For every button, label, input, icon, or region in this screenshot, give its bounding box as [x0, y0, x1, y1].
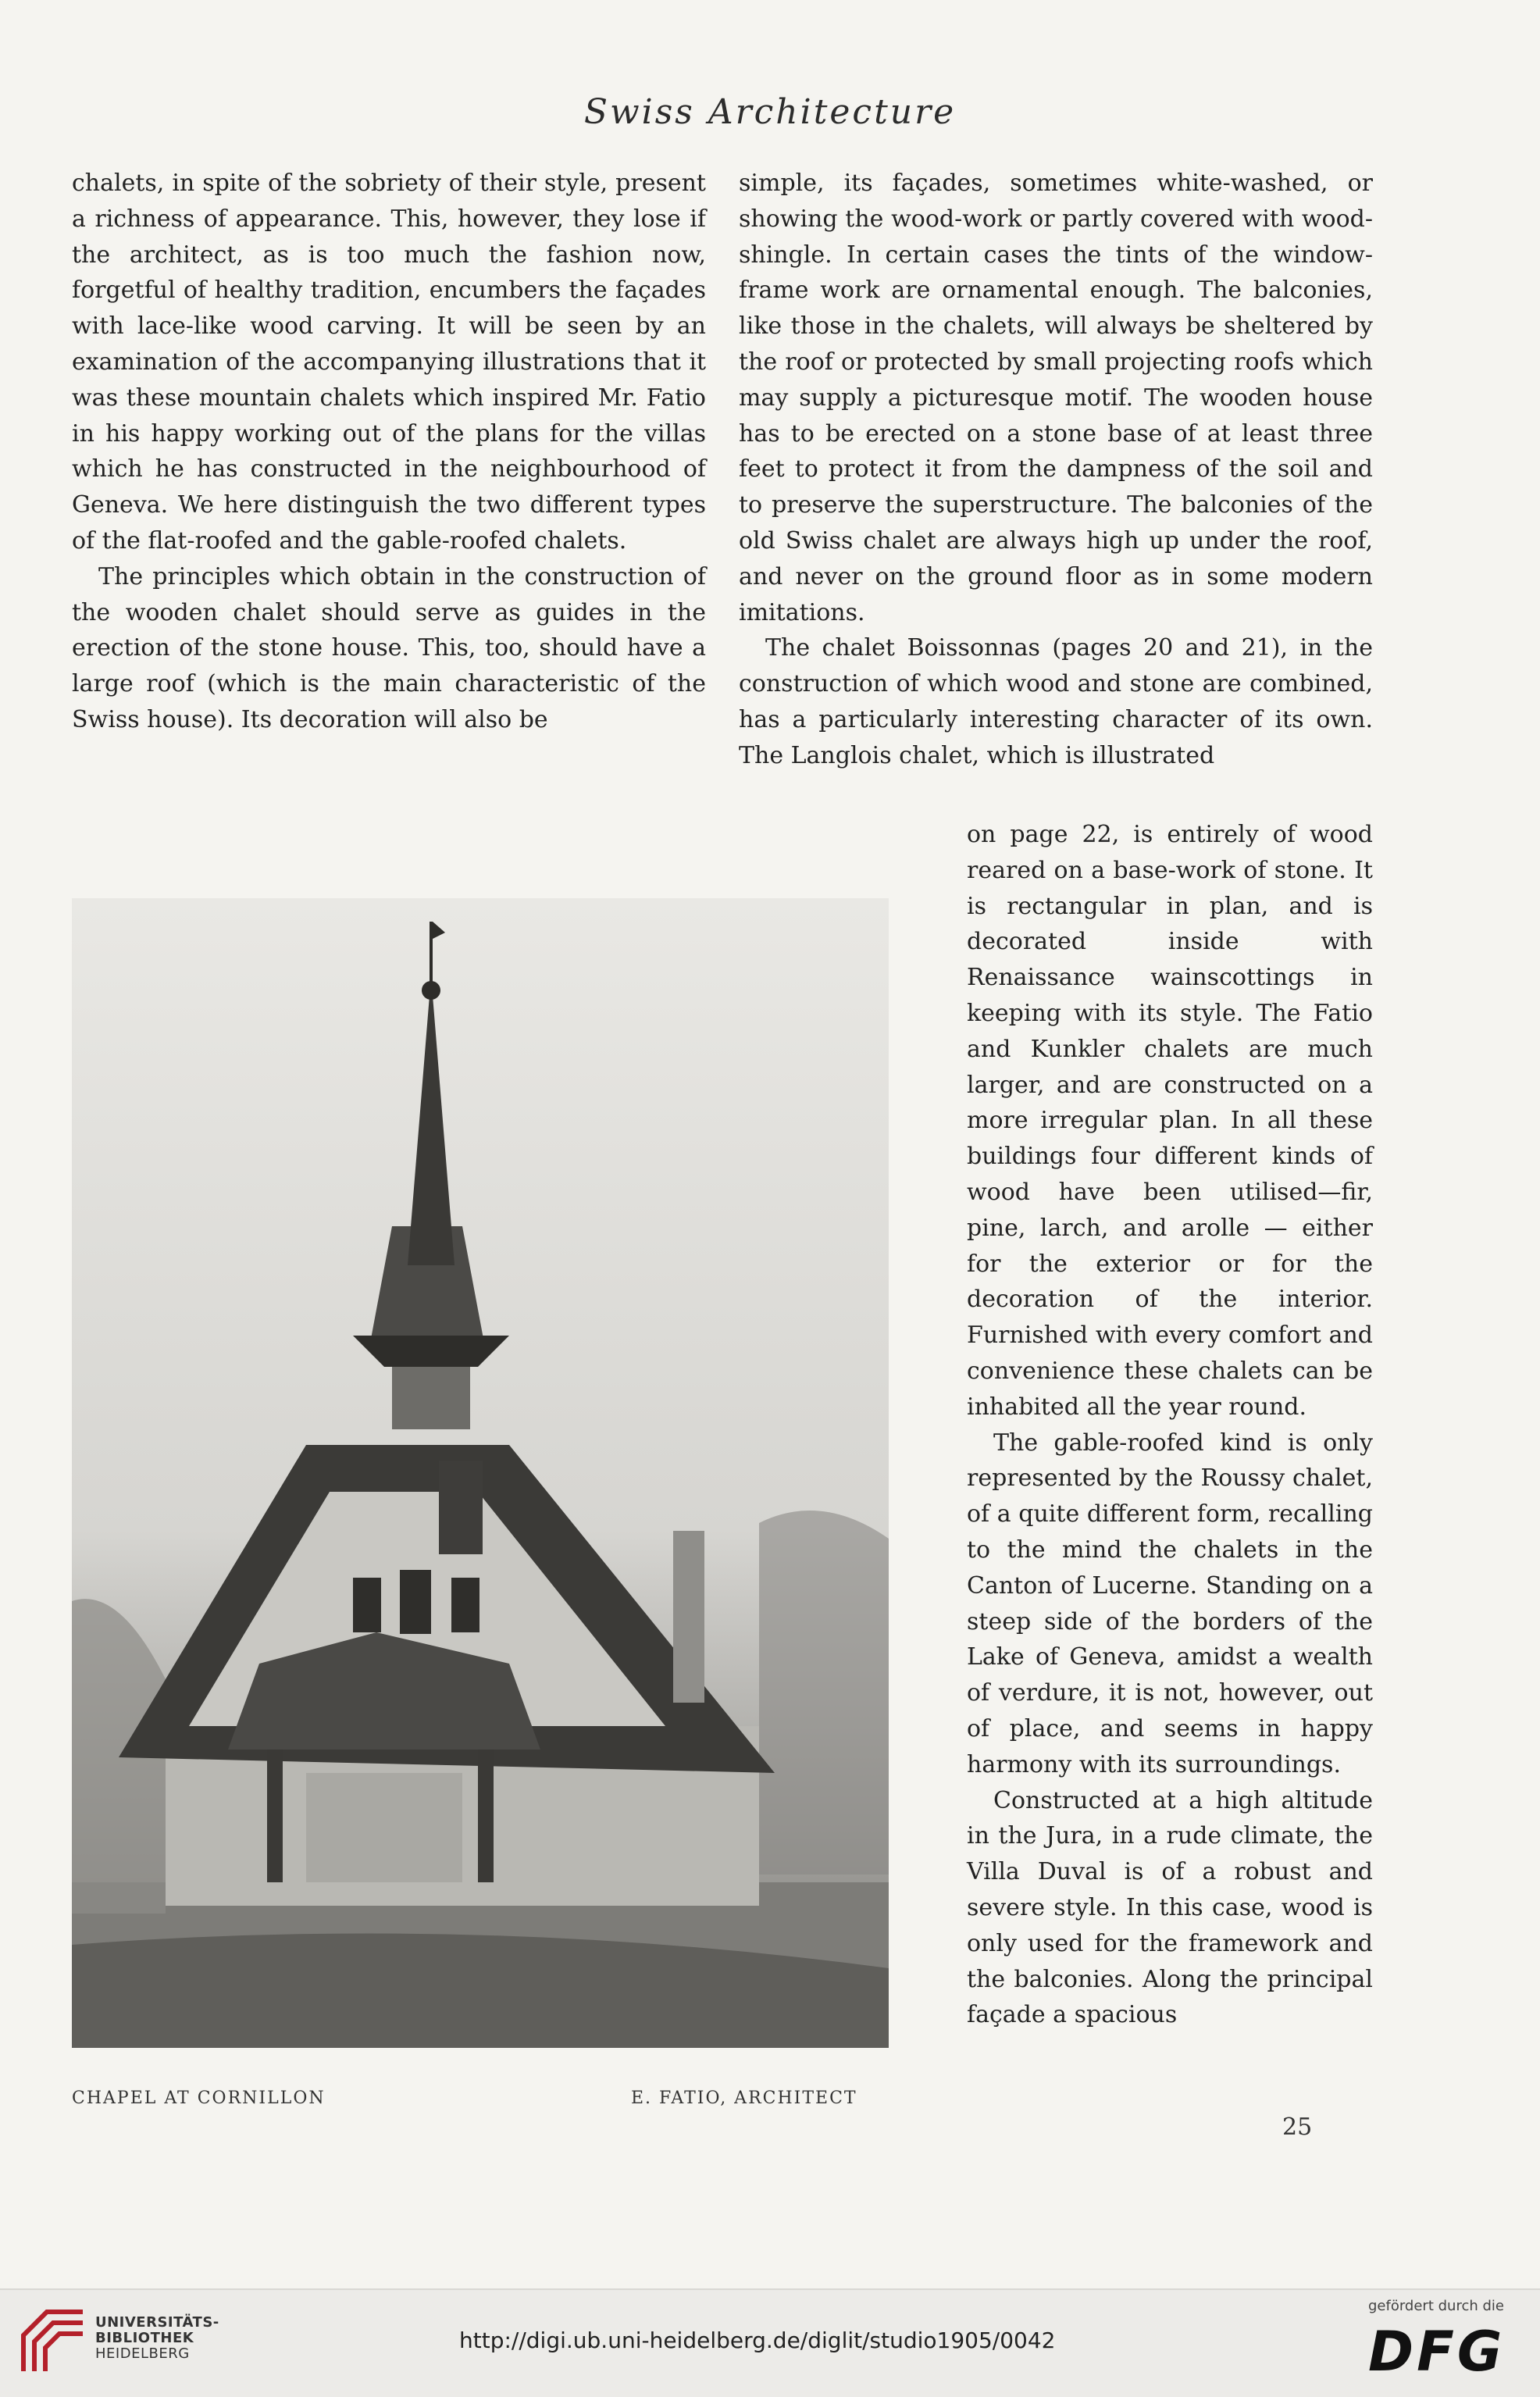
university-library-logo-icon [16, 2304, 91, 2379]
left-paragraph-1: chalets, in spite of the sobriety of their style, present a richness of appearance. This, however, they lose if the architect, as is too much the fashion now, forgetful of healthy tradition, encumbers the façades with lace-like wood carving. It will be seen by an examination of the accompanying illustrations that it was these mountain chalets which inspired Mr. Fatio in his happy working out of the plans for the villas which he has constructed in the neighbourhood of Geneva. We here distinguish the two different types of the flat-roofed and the gable-roofed chalets. [72, 169, 706, 555]
page-number: 25 [1282, 2113, 1313, 2141]
photo-caption-title: CHAPEL AT CORNILLON [72, 2088, 326, 2108]
institution-line-1: UNIVERSITÄTS- [95, 2314, 219, 2331]
left-column [72, 166, 706, 738]
chapel-photograph [72, 898, 889, 2048]
dfg-logo: DFG [1368, 2320, 1506, 2384]
chapel-illustration [72, 898, 889, 2048]
photo-caption-architect: E. FATIO, ARCHITECT [631, 2088, 857, 2108]
right-paragraph-1: simple, its façades, sometimes white-washed, or showing the wood-work or partly covered with wood-shingle. In certain cases the tints of the window-frame work are ornamental enough. The balconies, like those in the chalets, will always be sheltered by the roof or protected by small projecting roofs which may supply a picturesque motif. The wooden house has to be erected on a stone base of at least three feet to protect it from the dampness of the soil and to preserve the superstructure. The balconies of the old Swiss chalet are always high up under the roof, and never on the ground floor as in some modern imitations. [739, 169, 1373, 626]
institution-line-2: BIBLIOTHEK [95, 2330, 194, 2346]
right-narrow-column [967, 817, 1373, 2033]
right-column [739, 166, 1373, 774]
narrow-paragraph-2: The gable-roofed kind is only represented by the Roussy chalet, of a quite different form, recalling to the mind the chalets in the Canton of Lucerne. Standing on a steep side of the borders of the Lake of Geneva, amidst a wealth of verdure, it is not, however, out of place, and seems in happy harmony with its surroundings. [967, 1429, 1373, 1778]
left-paragraph-2: The principles which obtain in the construction of the wooden chalet should serve as guides in the erection of the stone house. This, too, should have a large roof (which is the main characteristic of the Swiss house). Its decoration will also be [72, 562, 706, 733]
right-paragraph-2: The chalet Boissonnas (pages 20 and 21), in the construction of which wood and stone are combined, has a particularly interesting character of its own. The Langlois chalet, which is illustrated [739, 634, 1373, 769]
source-url-link[interactable]: http://digi.ub.uni-heidelberg.de/diglit/studio1905/0042 [459, 2327, 1056, 2353]
institution-name [95, 2315, 219, 2362]
narrow-paragraph-3: Constructed at a high altitude in the Jura, in a rude climate, the Villa Duval is of a robust and severe style. In this case, wood is only used for the framework and the balconies. Along the principal façade a spacious [967, 1786, 1373, 2029]
running-head: Swiss Architecture [583, 92, 957, 132]
funded-by-label: gefördert durch die [1368, 2298, 1504, 2314]
narrow-paragraph-1: on page 22, is entirely of wood reared on a base-work of stone. It is rectangular in plan, and is decorated inside with Renaissance wainscottings in keeping with its style. The Fatio and Kunkler chalets are much larger, and are constructed on a more irregular plan. In all these buildings four different kinds of wood have been utilised—fir, pine, larch, and arolle — either for the exterior or for the decoration of the interior. Furnished with every comfort and convenience these chalets can be inhabited all the year round. [967, 821, 1373, 1421]
institution-line-3: HEIDELBERG [95, 2345, 190, 2362]
